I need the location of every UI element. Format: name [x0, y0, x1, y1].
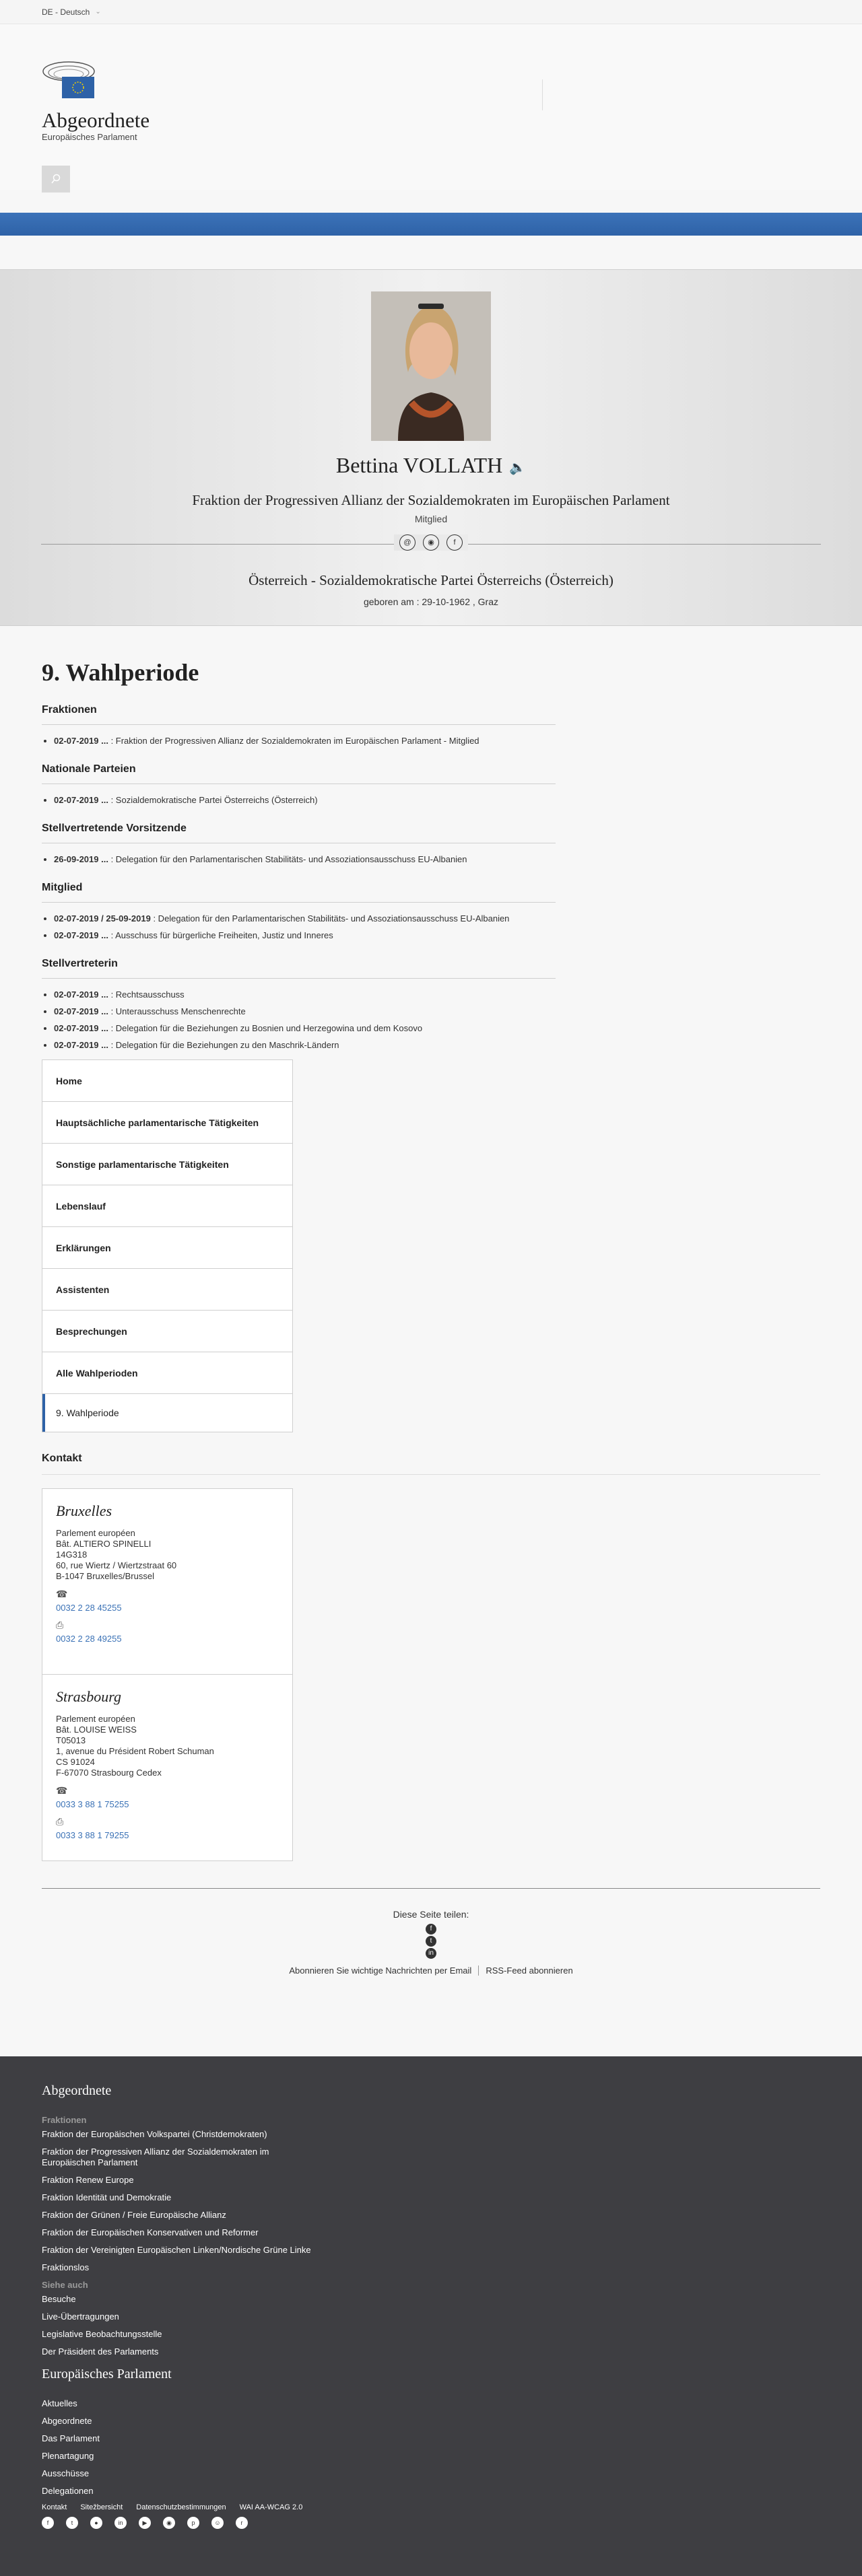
- address-line: Bât. ALTIERO SPINELLI: [56, 1539, 152, 1549]
- section: [42, 958, 556, 1050]
- address-line: Parlement européen: [56, 1528, 135, 1538]
- phone-link[interactable]: 0033 3 88 1 75255: [56, 1799, 129, 1809]
- snapchat-icon[interactable]: ☺: [211, 2517, 224, 2529]
- footer-bottom-link[interactable]: Sitežbersicht: [80, 2503, 123, 2511]
- office-city: Strasbourg: [56, 1688, 121, 1705]
- fax-link[interactable]: 0033 3 88 1 79255: [56, 1830, 129, 1840]
- item-text: : Delegation für die Beziehungen zu den Maschrik-Ländern: [108, 1040, 339, 1050]
- footer-ep-link[interactable]: Abgeordnete: [42, 2416, 92, 2426]
- footer-bottom-link[interactable]: Kontakt: [42, 2503, 67, 2511]
- term-title: 9. Wahlperiode: [42, 659, 199, 686]
- footer-group-link[interactable]: Fraktion Identität und Demokratie: [42, 2192, 172, 2202]
- fax-link[interactable]: 0032 2 28 49255: [56, 1634, 122, 1644]
- item-text: : Delegation für die Beziehungen zu Bosnien und Herzegowina und dem Kosovo: [108, 1023, 423, 1033]
- footer-title: Abgeordnete: [42, 2083, 112, 2098]
- section-title: Stellvertretende Vorsitzende: [42, 823, 556, 843]
- main-content: [0, 658, 862, 1976]
- list-item: [54, 930, 556, 940]
- footer-ep-link[interactable]: Aktuelles: [42, 2398, 77, 2408]
- social-links: [394, 534, 468, 551]
- address-line: F-67070 Strasbourg Cedex: [56, 1768, 162, 1778]
- facebook-icon[interactable]: f: [446, 534, 463, 551]
- address-line: Parlement européen: [56, 1714, 135, 1724]
- site-subtitle: Europäisches Parlament: [42, 132, 137, 142]
- mep-role: Mitglied: [414, 514, 448, 524]
- footer-see-link[interactable]: Besuche: [42, 2294, 76, 2304]
- speaker-icon[interactable]: 🔈: [509, 460, 527, 476]
- search-button[interactable]: [42, 166, 70, 193]
- mep-name: [0, 453, 862, 478]
- list-item: [54, 1023, 556, 1033]
- share-section: [42, 1909, 820, 1976]
- nav-item[interactable]: Home: [42, 1060, 292, 1102]
- share-label: Diese Seite teilen:: [393, 1909, 469, 1920]
- rss-link[interactable]: RSS-Feed abonnieren: [478, 1965, 579, 1976]
- mep-name-text: Bettina VOLLATH: [335, 453, 503, 477]
- list-item: [54, 989, 556, 1000]
- email-icon[interactable]: @: [399, 534, 416, 551]
- mep-country: Österreich - Sozialdemokratische Partei Österreichs (Österreich): [248, 572, 614, 588]
- footer-see-link[interactable]: Live-Übertragungen: [42, 2311, 119, 2322]
- section: [42, 763, 556, 805]
- address-line: B-1047 Bruxelles/Brussel: [56, 1571, 154, 1581]
- list-item: [54, 1040, 556, 1050]
- nav-item[interactable]: Sonstige parlamentarische Tätigkeiten: [42, 1144, 292, 1185]
- kontakt-title: Kontakt: [42, 1453, 820, 1475]
- address-line: 60, rue Wiertz / Wiertzstraat 60: [56, 1560, 177, 1570]
- item-date: 02-07-2019 / 25-09-2019: [54, 913, 151, 924]
- facebook-icon[interactable]: f: [426, 1924, 436, 1935]
- footer-ep-title: Europäisches Parlament: [42, 2367, 172, 2381]
- search-icon: [51, 174, 61, 184]
- section-title: Stellvertreterin: [42, 958, 556, 979]
- fax-icon: ⎙: [56, 1620, 64, 1630]
- reddit-icon[interactable]: r: [236, 2517, 248, 2529]
- footer-ep-link[interactable]: Plenartagung: [42, 2451, 94, 2461]
- language-selector[interactable]: [0, 0, 862, 24]
- address-line: CS 91024: [56, 1757, 95, 1767]
- item-text: : Unterausschuss Menschenrechte: [108, 1006, 246, 1016]
- language-label: DE - Deutsch: [42, 7, 90, 17]
- office-card: [42, 1489, 292, 1675]
- section: [42, 882, 556, 940]
- footer-group-link[interactable]: Fraktionslos: [42, 2262, 90, 2272]
- office-card: [42, 1675, 292, 1860]
- item-text: : Sozialdemokratische Partei Österreichs (Österreich): [108, 795, 318, 805]
- fax-icon: ⎙: [56, 1816, 64, 1827]
- section-title: Mitglied: [42, 882, 556, 903]
- item-date: 26-09-2019 ...: [54, 854, 108, 864]
- footer-group-link[interactable]: Fraktion der Grünen / Freie Europäische Allianz: [42, 2210, 226, 2220]
- kontakt-box: [42, 1488, 293, 1861]
- share-divider: [42, 1888, 820, 1889]
- chevron-down-icon: ⌄: [95, 8, 101, 15]
- item-date: 02-07-2019 ...: [54, 1040, 108, 1050]
- mep-group: Fraktion der Progressiven Allianz der Sozialdemokraten im Europäischen Parlament: [192, 492, 670, 508]
- list-item: [54, 1006, 556, 1016]
- footer-ep-link[interactable]: Delegationen: [42, 2486, 94, 2496]
- footer-group-link[interactable]: Fraktion der Europäischen Volkspartei (Christdemokraten): [42, 2129, 267, 2139]
- flickr-icon[interactable]: ●: [90, 2517, 102, 2529]
- twitter-icon[interactable]: t: [66, 2517, 78, 2529]
- footer-ep-link[interactable]: Ausschüsse: [42, 2468, 90, 2478]
- footer-ep-link[interactable]: Das Parlament: [42, 2433, 100, 2443]
- nav-item[interactable]: Lebenslauf: [42, 1185, 292, 1227]
- mep-photo: [371, 291, 491, 441]
- section-title: Nationale Parteien: [42, 763, 556, 784]
- footer-group-link[interactable]: Fraktion der Europäischen Konservativen und Reformer: [42, 2227, 259, 2237]
- list-item: [54, 736, 556, 746]
- phone-icon: ☎: [56, 1785, 68, 1796]
- header-divider: [542, 79, 543, 110]
- side-navigation: [42, 1059, 293, 1432]
- footer-groups-label: Fraktionen: [42, 2115, 87, 2125]
- item-text: : Delegation für den Parlamentarischen Stabilitäts- und Assoziationsausschuss EU-Albanien: [150, 913, 510, 924]
- footer: [0, 2056, 862, 2576]
- item-text: : Fraktion der Progressiven Allianz der Sozialdemokraten im Europäischen Parlament - Mitglied: [108, 736, 479, 746]
- list-item: [54, 795, 556, 805]
- mep-birth: geboren am : 29-10-1962 , Graz: [363, 596, 498, 607]
- pinterest-icon[interactable]: p: [187, 2517, 199, 2529]
- site-title[interactable]: Abgeordnete: [42, 108, 150, 132]
- section: [42, 704, 556, 746]
- linkedin-icon[interactable]: in: [426, 1948, 436, 1959]
- subscribe-link[interactable]: Abonnieren Sie wichtige Nachrichten per Email: [289, 1965, 472, 1976]
- nav-item[interactable]: Alle Wahlperioden: [42, 1352, 292, 1394]
- nav-item[interactable]: Besprechungen: [42, 1311, 292, 1352]
- footer-group-link[interactable]: Fraktion der Progressiven Allianz der Sozialdemokraten im Europäischen Parlament: [42, 2147, 269, 2167]
- twitter-icon[interactable]: t: [426, 1936, 436, 1947]
- address-line: T05013: [56, 1735, 86, 1745]
- nav-band: [0, 213, 862, 236]
- nav-item[interactable]: Assistenten: [42, 1269, 292, 1311]
- facebook-icon[interactable]: f: [42, 2517, 54, 2529]
- footer-bottom-link[interactable]: Datenschutzbestimmungen: [136, 2503, 226, 2511]
- ep-logo[interactable]: [42, 57, 96, 110]
- address-line: 1, avenue du Président Robert Schuman: [56, 1746, 214, 1756]
- phone-icon: ☎: [56, 1589, 68, 1599]
- list-item: [54, 854, 556, 864]
- mep-profile: [0, 269, 862, 626]
- item-text: : Delegation für den Parlamentarischen Stabilitäts- und Assoziationsausschuss EU-Albanien: [108, 854, 467, 864]
- item-date: 02-07-2019 ...: [54, 795, 108, 805]
- item-date: 02-07-2019 ...: [54, 989, 108, 1000]
- item-date: 02-07-2019 ...: [54, 1023, 108, 1033]
- address-line: Bât. LOUISE WEISS: [56, 1725, 137, 1735]
- footer-group-link[interactable]: Fraktion Renew Europe: [42, 2175, 134, 2185]
- list-item: [54, 913, 556, 924]
- item-text: : Rechtsausschuss: [108, 989, 185, 1000]
- youtube-icon[interactable]: ▶: [139, 2517, 151, 2529]
- instagram-icon[interactable]: ◉: [163, 2517, 175, 2529]
- linkedin-icon[interactable]: in: [114, 2517, 127, 2529]
- item-date: 02-07-2019 ...: [54, 1006, 108, 1016]
- item-text: : Ausschuss für bürgerliche Freiheiten, Justiz und Inneres: [108, 930, 333, 940]
- footer-see-link[interactable]: Legislative Beobachtungsstelle: [42, 2329, 162, 2339]
- nav-item[interactable]: Hauptsächliche parlamentarische Tätigkeiten: [42, 1102, 292, 1144]
- nav-item[interactable]: Erklärungen: [42, 1227, 292, 1269]
- footer-see-label: Siehe auch: [42, 2280, 88, 2290]
- site-header: [0, 24, 862, 190]
- footer-group-link[interactable]: Fraktion der Vereinigten Europäischen Linken/Nordische Grüne Linke: [42, 2245, 311, 2255]
- section-title: Fraktionen: [42, 704, 556, 725]
- section: [42, 823, 556, 864]
- nav-item-active[interactable]: 9. Wahlperiode: [42, 1394, 292, 1432]
- address-line: 14G318: [56, 1550, 88, 1560]
- footer-see-link[interactable]: Der Präsident des Parlaments: [42, 2346, 159, 2357]
- phone-link[interactable]: 0032 2 28 45255: [56, 1603, 122, 1613]
- footer-bottom-link[interactable]: WAI AA-WCAG 2.0: [239, 2503, 303, 2511]
- office-city: Bruxelles: [56, 1502, 112, 1519]
- item-date: 02-07-2019 ...: [54, 930, 108, 940]
- instagram-icon[interactable]: ◉: [423, 534, 439, 551]
- item-date: 02-07-2019 ...: [54, 736, 108, 746]
